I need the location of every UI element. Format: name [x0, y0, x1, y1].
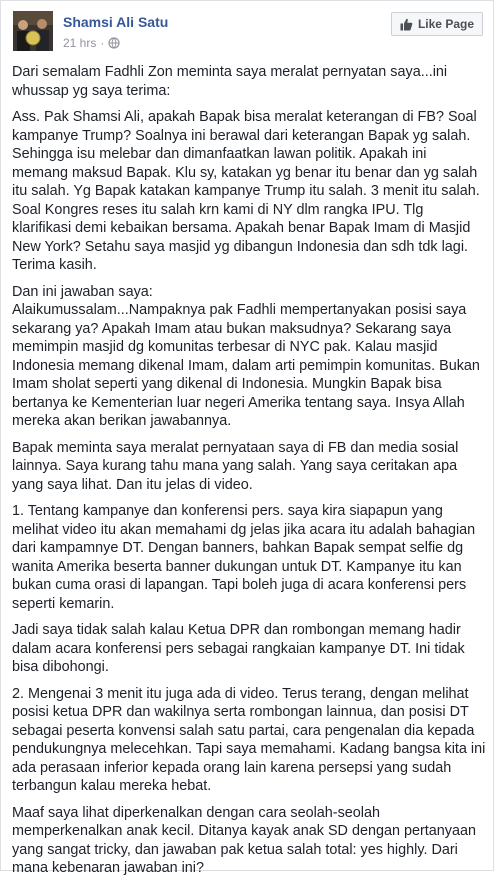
paragraph: Ass. Pak Shamsi Ali, apakah Bapak bisa meralat keterangan di FB? Soal kampanye Trump? Soalnya ini berawal dari keterangan Bapak yg salah. Sehingga isu melebar dan dimanfaatkan lawan politik. Apakah ini memang maksud Bapak. Klu sy, katakan yg benar itu benar dan yg salah itu salah. Yg Bapak katakan kampanye Trump itu salah. 3 menit itu salah. Soal Kongres reses itu salah krn kami di NY dlm rangka IPU. Tlg klarifikasi demi kebaikan bersama. Apakah benar Bapak Imam di Masjid New York? Setahu saya masjid yg dibangun Indonesia dan sdh tdk lagi. Terima kasih. — [12, 109, 480, 273]
post-meta — [63, 36, 120, 50]
like-page-label: Like Page — [417, 17, 474, 31]
meta-separator: · — [100, 36, 105, 50]
paragraph: Maaf saya lihat diperkenalkan dengan cara seolah-seolah memperkenalkan anak kecil. Ditanya kayak anak SD dengan pertanyaan yang sangat tricky, dan jawaban pak ketua salah total: yes highly. Dari mana kebenaran jawaban ini? — [12, 804, 476, 876]
paragraph: Dan ini jawaban saya: — [12, 283, 153, 300]
paragraph: 2. Mengenai 3 menit itu juga ada di video. Terus terang, dengan melihat posisi ketua DPR dan wakilnya serta rombongan lainnua, dan posisi DT sebagai peserta konvensi salah satu partai, cara pengenalan dia kepada pendukungnya melecehkan. Tapi saya memahami. Kadang bangsa kita ini ada perasaan inferior kepada orang lain karena persepsi yang sudah terbangun kalau mereka hebat. — [12, 685, 486, 794]
paragraph: 1. Tentang kampanye dan konferensi pers. saya kira siapapun yang melihat video itu akan memahami dg jelas jika acara itu adalah bahagian dari kampamnye DT. Dengan banners, bahkan Bapak sempat selfie dg wanita Amerika beserta banner dukungan untuk DT. Kampanye itu kan bukan cuma orasi di lapangan. Tapi boleh juga di acara konferensi pers seperti kemarin. — [12, 503, 476, 612]
paragraph: Alaikumussalam...Nampaknya pak Fadhli mempertanyakan posisi saya sekarang ya? Apakah Imam atau bukan maksudnya? Sekarang saya memimpin masjid dg komunitas terbesar di NYC pak. Kalau masjid Indonesia memang dikenal Imam, dalam arti pemimpin komunitas. Bukan Imam sholat seperti yang dikenal di Indonesia. Mungkin Bapak bisa bertanya ke Kementerian luar negeri Amerika tentang saya. Insya Allah mereka akan berikan jawabannya. — [12, 302, 480, 429]
paragraph: Jadi saya tidak salah kalau Ketua DPR dan rombongan memang hadir dalam acara konferensi pers sebagai rangkaian kampanye DT. Ini tidak bisa dibohongi. — [12, 622, 465, 675]
post-header — [1, 1, 494, 57]
post-time[interactable]: 21 hrs — [63, 36, 97, 50]
post-text — [12, 63, 486, 886]
like-page-button[interactable] — [391, 12, 483, 36]
paragraph: Bapak meminta saya meralat pernyataan saya di FB dan media sosial lainnya. Saya kurang tahu mana yang salah. Yang saya ceritakan apa yang saya lihat. Dan itu jelas di video. — [12, 439, 459, 493]
thumbs-up-icon — [400, 18, 413, 31]
globe-icon[interactable] — [108, 37, 120, 49]
paragraph: Dari semalam Fadhli Zon meminta saya meralat pernyatan saya...ini whussap yg saya terima: — [12, 64, 448, 99]
author-name[interactable]: Shamsi Ali Satu — [63, 14, 169, 30]
avatar[interactable] — [13, 11, 53, 51]
